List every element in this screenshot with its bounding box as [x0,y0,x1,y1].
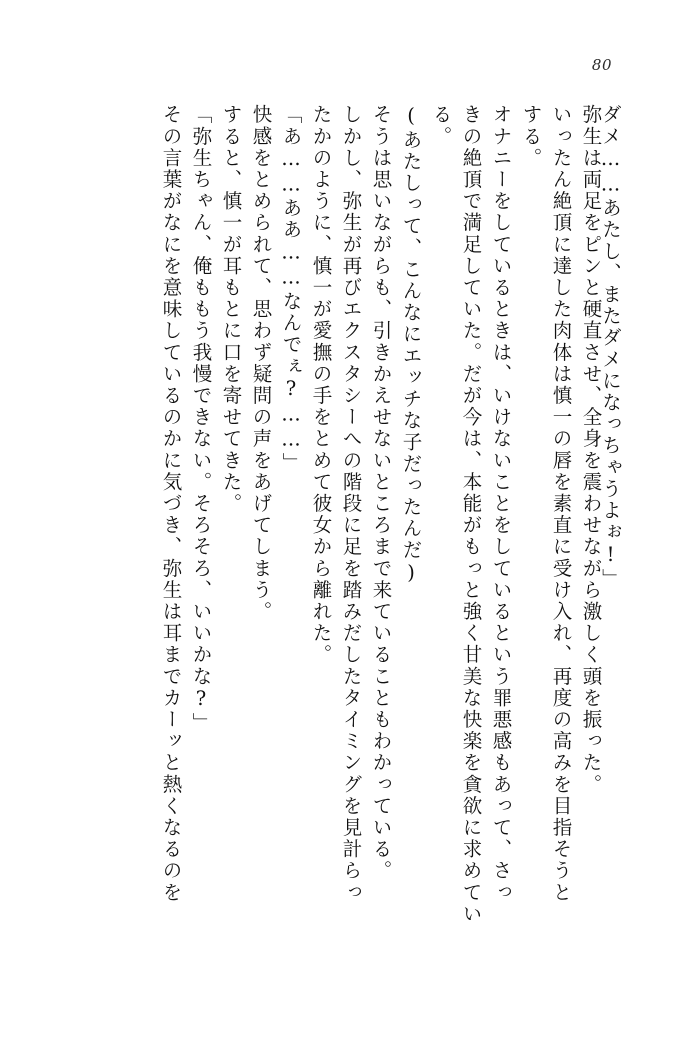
vertical-text-block [151,104,621,944]
text-column: る。 [429,104,453,148]
text-column: きの絶頂で満足していた。だが今は、本能がもっと強く甘美な快楽を貪欲に求めてい [459,104,483,925]
text-column: 「弥生ちゃん、俺ももう我慢できない。そろそろ、いいかな?」 [189,104,213,734]
text-column: そうは思いながらも、引きかえせないところまで来ていることもわかっている。 [369,104,393,882]
text-column: オナニーをしているときは、いけないことをしているという罪悪感もあって、さっ [489,104,513,904]
text-column: たかのように、慎一が愛撫の手をとめて彼女から離れた。 [309,104,333,666]
text-column: (あたしって、こんなにエッチな子だったんだ) [399,104,423,587]
text-column: 「あ……ああ……なんでぇ?……」 [279,104,303,475]
text-column: しかし、弥生が再びエクスタシーへの階段に足を踏みだしたタイミングを見計らっ [339,104,363,904]
text-column: する。 [519,104,543,169]
text-column: すると、慎一が耳もとに口を寄せてきた。 [219,104,243,515]
text-column: その言葉がなにを意味しているのかに気づき、弥生は耳までカーッと熱くなるのを [159,104,183,904]
text-column: 快感をとめられて、思わず疑問の声をあげてしまう。 [249,104,273,623]
text-column: いったん絶頂に達した肉体は慎一の唇を素直に受け入れ、再度の高みを目指そうと [549,104,573,904]
text-column: 弥生は両足をピンと硬直させ、全身を震わせながら激しく頭を振った。 [579,104,603,796]
text-column: ダメ……あたし、またダメになっちゃうよぉ!」 [599,104,622,590]
page-number: 80 [591,56,612,74]
